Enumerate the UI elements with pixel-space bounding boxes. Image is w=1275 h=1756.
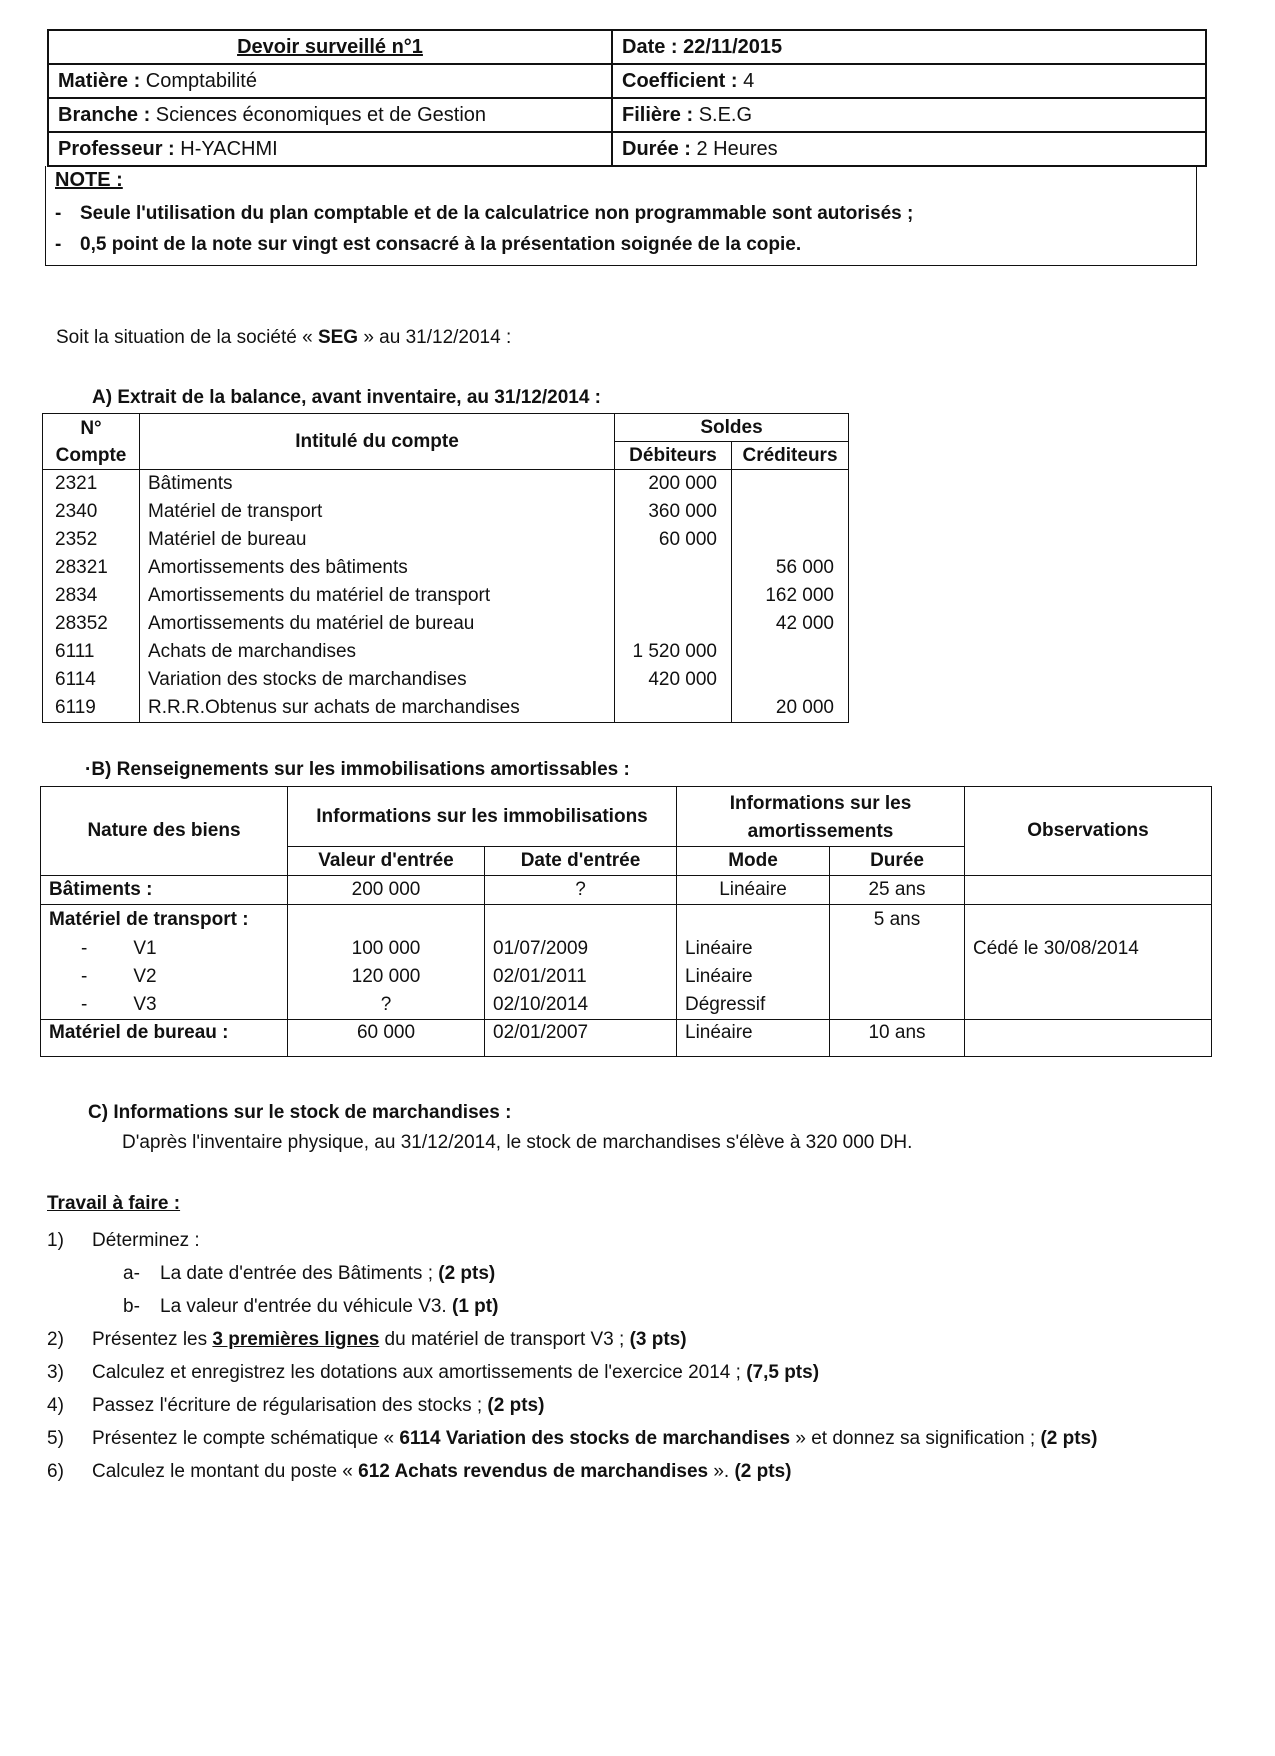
q1 <box>47 1224 1247 1257</box>
account-label: Matériel de bureau <box>140 526 615 554</box>
col-mode: Mode <box>677 847 830 876</box>
bureau-valeur: 60 000 <box>288 1020 485 1057</box>
balance-row <box>43 666 849 694</box>
debit-value: 1 520 000 <box>615 638 732 666</box>
credit-value: 162 000 <box>732 582 849 610</box>
col-nature: Nature des biens <box>41 787 288 876</box>
debit-value: 360 000 <box>615 498 732 526</box>
batiments-nature: Bâtiments : <box>41 876 288 905</box>
q1a-pts: (2 pts) <box>438 1263 496 1284</box>
col-info-immo: Informations sur les immobilisations <box>288 787 677 847</box>
q6-after: ». <box>708 1461 735 1482</box>
account-label: Bâtiments <box>140 470 615 499</box>
account-number: 2340 <box>43 498 140 526</box>
immobilisations-table <box>40 786 1212 1057</box>
note-line-2-text: 0,5 point de la note sur vingt est consacré à la présentation soignée de la copie. <box>80 234 802 255</box>
q5-bold: 6114 Variation des stocks de marchandises <box>399 1428 791 1449</box>
note-line-1-text: Seule l'utilisation du plan comptable et de la calculatrice non programmable sont autorisés ; <box>80 203 914 224</box>
q5-after: » et donnez sa signification ; <box>790 1428 1041 1449</box>
q3-pts: (7,5 pts) <box>746 1362 820 1383</box>
branche-cell <box>48 98 612 132</box>
q1a-letter: a- <box>123 1263 140 1284</box>
duree-label: Durée : <box>622 137 691 160</box>
v2-mode: Linéaire <box>677 963 830 991</box>
coefficient-value: 4 <box>737 69 755 92</box>
professeur-label: Professeur : <box>58 137 175 160</box>
account-label: Matériel de transport <box>140 498 615 526</box>
row-v2 <box>41 963 1212 991</box>
v2-obs <box>965 963 1212 991</box>
work-list <box>47 1224 1247 1488</box>
filiere-cell <box>612 98 1206 132</box>
work-title: Travail à faire : <box>47 1193 181 1214</box>
q6-text <box>92 1455 791 1488</box>
q1a-text <box>160 1257 495 1290</box>
v3-nature <box>41 991 288 1020</box>
q5-before: Présentez le compte schématique « <box>92 1428 400 1449</box>
row-transport <box>41 905 1212 936</box>
v2-name: V2 <box>133 966 157 987</box>
col-num-compte <box>43 414 140 470</box>
row-v1 <box>41 935 1212 963</box>
q1b-text <box>160 1290 498 1323</box>
q4 <box>47 1389 1247 1422</box>
debit-value <box>615 582 732 610</box>
section-c-title: C) Informations sur le stock de marchandises : <box>88 1102 512 1123</box>
balance-table <box>42 413 849 723</box>
q5 <box>47 1422 1247 1455</box>
account-label: R.R.R.Obtenus sur achats de marchandises <box>140 694 615 723</box>
q2 <box>47 1323 1247 1356</box>
section-b-title: ·B) Renseignements sur les immobilisations amortissables : <box>85 759 630 780</box>
q4-text <box>92 1389 544 1422</box>
q6 <box>47 1455 1247 1488</box>
q6-bold: 612 Achats revendus de marchandises <box>358 1461 709 1482</box>
filiere-value: S.E.G <box>693 103 753 126</box>
account-number: 2321 <box>43 470 140 499</box>
q1a-body: La date d'entrée des Bâtiments ; <box>160 1263 439 1284</box>
col-soldes: Soldes <box>615 414 849 442</box>
balance-row <box>43 470 849 499</box>
q5-pts: (2 pts) <box>1040 1428 1098 1449</box>
q6-before: Calculez le montant du poste « <box>92 1461 359 1482</box>
account-number: 2834 <box>43 582 140 610</box>
debit-value <box>615 610 732 638</box>
col-valeur: Valeur d'entrée <box>288 847 485 876</box>
credit-value: 42 000 <box>732 610 849 638</box>
row-batiments <box>41 876 1212 905</box>
batiments-valeur: 200 000 <box>288 876 485 905</box>
q3 <box>47 1356 1247 1389</box>
q4-body: Passez l'écriture de régularisation des stocks ; <box>92 1395 488 1416</box>
v1-date: 01/07/2009 <box>485 935 677 963</box>
credit-value: 20 000 <box>732 694 849 723</box>
balance-row <box>43 498 849 526</box>
balance-row <box>43 526 849 554</box>
account-label: Variation des stocks de marchandises <box>140 666 615 694</box>
account-label: Achats de marchandises <box>140 638 615 666</box>
intro-text <box>56 327 511 349</box>
account-label: Amortissements du matériel de transport <box>140 582 615 610</box>
duree-cell <box>612 132 1206 166</box>
batiments-date: ? <box>485 876 677 905</box>
section-a-title: A) Extrait de la balance, avant inventaire, au 31/12/2014 : <box>92 387 602 408</box>
q1-num: 1) <box>47 1230 64 1251</box>
coefficient-cell <box>612 64 1206 98</box>
v1-name: V1 <box>133 938 157 959</box>
q2-text <box>92 1323 687 1356</box>
col-intitule: Intitulé du compte <box>140 414 615 470</box>
q6-pts: (2 pts) <box>734 1461 792 1482</box>
v3-valeur: ? <box>288 991 485 1020</box>
account-number: 28352 <box>43 610 140 638</box>
col-info-amort: Informations sur les amortissements <box>677 787 965 847</box>
col-num-2: Compte <box>55 444 127 466</box>
account-number: 28321 <box>43 554 140 582</box>
debit-value <box>615 694 732 723</box>
batiments-mode: Linéaire <box>677 876 830 905</box>
balance-row <box>43 610 849 638</box>
balance-body <box>43 470 849 723</box>
bureau-obs <box>965 1020 1212 1057</box>
col-num-1: N° <box>80 417 102 439</box>
account-number: 6111 <box>43 638 140 666</box>
v1-nature <box>41 935 288 963</box>
q2-bold: 3 premières lignes <box>212 1329 380 1350</box>
q2-num: 2) <box>47 1329 64 1350</box>
balance-row <box>43 694 849 723</box>
col-debiteurs: Débiteurs <box>615 442 732 470</box>
filiere-label: Filière : <box>622 103 694 126</box>
professeur-cell <box>48 132 612 166</box>
q3-body: Calculez et enregistrez les dotations aux amortissements de l'exercice 2014 ; <box>92 1362 747 1383</box>
debit-value: 200 000 <box>615 470 732 499</box>
q1b-body: La valeur d'entrée du véhicule V3. <box>160 1296 452 1317</box>
coefficient-label: Coefficient : <box>622 69 738 92</box>
bureau-nature: Matériel de bureau : <box>41 1020 288 1057</box>
transport-nature: Matériel de transport : <box>41 905 288 936</box>
batiments-obs <box>965 876 1212 905</box>
q4-num: 4) <box>47 1395 64 1416</box>
debit-value <box>615 554 732 582</box>
q5-num: 5) <box>47 1428 64 1449</box>
note-line-2: - 0,5 point de la note sur vingt est consacré à la présentation soignée de la copie. <box>55 234 802 255</box>
v3-mode: Dégressif <box>677 991 830 1020</box>
exam-date: Date : 22/11/2015 <box>612 30 1206 64</box>
intro-before: Soit la situation de la société « <box>56 327 318 348</box>
debit-value: 60 000 <box>615 526 732 554</box>
q3-num: 3) <box>47 1362 64 1383</box>
v1-mode: Linéaire <box>677 935 830 963</box>
note-title: NOTE : <box>55 169 123 191</box>
account-label: Amortissements du matériel de bureau <box>140 610 615 638</box>
matiere-value: Comptabilité <box>140 69 257 92</box>
credit-value <box>732 470 849 499</box>
v1-dash: - <box>81 938 88 959</box>
col-crediteurs: Créditeurs <box>732 442 849 470</box>
matiere-cell <box>48 64 612 98</box>
branche-value: Sciences économiques et de Gestion <box>150 103 487 126</box>
credit-value <box>732 666 849 694</box>
v2-valeur: 120 000 <box>288 963 485 991</box>
bureau-mode: Linéaire <box>677 1020 830 1057</box>
col-duree: Durée <box>830 847 965 876</box>
q3-text <box>92 1356 819 1389</box>
credit-value: 56 000 <box>732 554 849 582</box>
q2-after: du matériel de transport V3 ; <box>379 1329 630 1350</box>
account-number: 6114 <box>43 666 140 694</box>
q6-num: 6) <box>47 1461 64 1482</box>
col-observations: Observations <box>965 787 1212 876</box>
row-bureau <box>41 1020 1212 1057</box>
matiere-label: Matière : <box>58 69 141 92</box>
balance-row <box>43 638 849 666</box>
q1b <box>47 1290 1247 1323</box>
q1b-pts: (1 pt) <box>452 1296 499 1317</box>
v3-dash: - <box>81 994 88 1015</box>
v3-obs <box>965 991 1212 1020</box>
debit-value: 420 000 <box>615 666 732 694</box>
bureau-duree: 10 ans <box>830 1020 965 1057</box>
header-table <box>47 29 1207 167</box>
branche-label: Branche : <box>58 103 151 126</box>
balance-row <box>43 582 849 610</box>
account-label: Amortissements des bâtiments <box>140 554 615 582</box>
row-v3 <box>41 991 1212 1020</box>
note-box <box>45 166 1197 266</box>
v2-date: 02/01/2011 <box>485 963 677 991</box>
account-number: 6119 <box>43 694 140 723</box>
account-number: 2352 <box>43 526 140 554</box>
credit-value <box>732 526 849 554</box>
v3-name: V3 <box>133 994 157 1015</box>
q1-text: Déterminez : <box>92 1230 200 1251</box>
q4-pts: (2 pts) <box>487 1395 545 1416</box>
q2-before: Présentez les <box>92 1329 213 1350</box>
v2-nature <box>41 963 288 991</box>
note-line-1: - Seule l'utilisation du plan comptable et de la calculatrice non programmable sont autorisés ; <box>55 203 914 224</box>
v1-obs: Cédé le 30/08/2014 <box>965 935 1212 963</box>
q5-text <box>92 1422 1097 1455</box>
col-date: Date d'entrée <box>485 847 677 876</box>
intro-after: » au 31/12/2014 : <box>358 327 512 348</box>
q1a <box>47 1257 1247 1290</box>
section-b-title-text: B) Renseignements sur les immobilisations amortissables : <box>91 759 630 780</box>
batiments-duree: 25 ans <box>830 876 965 905</box>
v2-dash: - <box>81 966 88 987</box>
duree-value: 2 Heures <box>690 137 778 160</box>
bureau-date: 02/01/2007 <box>485 1020 677 1057</box>
credit-value <box>732 638 849 666</box>
intro-company: SEG <box>317 327 359 348</box>
q2-pts: (3 pts) <box>629 1329 687 1350</box>
v3-date: 02/10/2014 <box>485 991 677 1020</box>
exam-title: Devoir surveillé n°1 <box>48 30 612 64</box>
balance-row <box>43 554 849 582</box>
section-c-text: D'après l'inventaire physique, au 31/12/2014, le stock de marchandises s'élève à 320 000 DH. <box>122 1132 913 1153</box>
transport-duree: 5 ans <box>830 905 965 936</box>
professeur-value: H-YACHMI <box>174 137 278 160</box>
q1b-letter: b- <box>123 1296 140 1317</box>
v1-valeur: 100 000 <box>288 935 485 963</box>
credit-value <box>732 498 849 526</box>
